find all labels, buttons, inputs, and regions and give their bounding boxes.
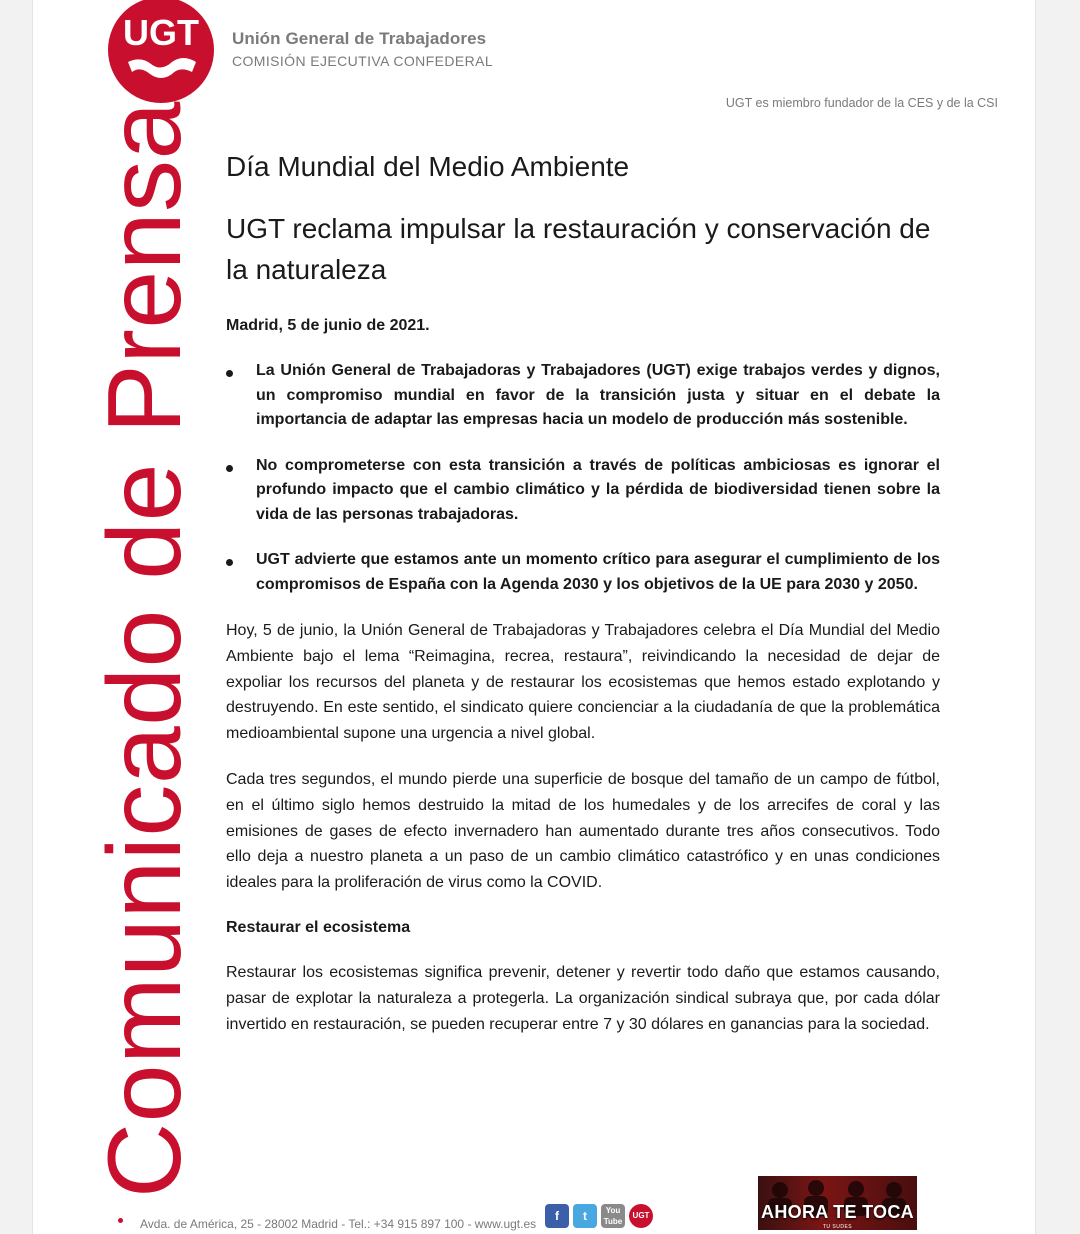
section-heading: Restaurar el ecosistema [226,918,411,936]
member-note: UGT es miembro fundador de la CES y de la CSI [725,96,998,110]
facebook-icon[interactable]: f [545,1204,569,1228]
bullet-icon [226,559,233,566]
key-points-list [226,359,940,597]
list-item [226,359,940,433]
doc-headline: UGT reclama impulsar la restauración y conservación de la naturaleza [226,213,931,285]
ugt-round-icon[interactable]: UGT [629,1204,653,1228]
doc-title: Día Mundial del Medio Ambiente [226,151,630,182]
bullet-icon [226,370,233,377]
bullet-text: La Unión General de Trabajadoras y Trabajadores (UGT) exige trabajos verdes y dignos, un compromiso mundial en favor de la transición justa y situar en el debate la importancia de adaptar las empresas hacia un modelo de producción más sostenible. [256,362,940,428]
banner-title: AHORA TE TOCA [761,1202,914,1222]
body-paragraph: Restaurar los ecosistemas significa prevenir, detener y revertir todo daño que estamos causando, pasar de explotar la naturaleza a protegerla. La organización sindical subraya que, por cada dólar invertido en restauración, se pueden recuperar entre 7 y 30 dólares en ganancias para la sociedad. [226,963,940,1033]
ugt-logo [106,0,216,104]
press-release-vertical-title: Comunicado de Prensa [87,101,203,1198]
document-content [226,148,940,1057]
org-name: Unión General de Trabajadores [232,29,487,48]
svg-text:UGT: UGT [123,12,199,53]
twitter-icon[interactable]: t [573,1204,597,1228]
bullet-text: No comprometerse con esta transición a través de políticas ambiciosas es ignorar el profundo impacto que el cambio climático y la pérdida de biodiversidad tienen sobre la vida de las personas trabajadoras. [256,456,940,523]
list-item [226,454,940,528]
org-subtitle: COMISIÓN EJECUTIVA CONFEDERAL [232,53,494,69]
youtube-icon[interactable]: You Tube [601,1204,625,1228]
ahora-te-toca-banner[interactable] [758,1176,917,1230]
footer-address: Avda. de América, 25 - 28002 Madrid - Tel.: +34 915 897 100 - www.ugt.es [140,1217,537,1231]
list-item [226,548,940,597]
social-links [545,1204,653,1228]
body-paragraph: Cada tres segundos, el mundo pierde una superficie de bosque del tamaño de un campo de fútbol, en el último siglo hemos destruido la mitad de los humedales y de los arrecifes de coral y las emisiones de gases de efecto invernadero han aumentado durante tres años consecutivos. Todo ello deja a nuestro planeta a un paso de un cambio climático catastrófico y en unas condiciones ideales para la proliferación de virus como la COVID. [226,770,940,892]
dateline: Madrid, 5 de junio de 2021. [226,317,430,334]
bullet-text: UGT advierte que estamos ante un momento crítico para asegurar el cumplimiento de los compromisos de España con la Agenda 2030 y los objetivos de la UE para 2030 y 2050. [256,551,940,593]
body-paragraph: Hoy, 5 de junio, la Unión General de Trabajadoras y Trabajadores celebra el Día Mundial del Medio Ambiente bajo el lema “Reimagina, recrea, restaura”, reivindicando la necesidad de dejar de expoliar los recursos del planeta y de restaurar los ecosistemas que hemos estado explotando y destruyendo. En este sentido, el sindicato quiere concienciar a la ciudadanía de que la problemática medioambiental supone una urgencia a nivel global. [226,622,940,743]
banner-subtitle: TU SUDES [822,1224,853,1230]
bullet-icon [226,465,233,472]
footer-bullet-icon [118,1218,123,1223]
